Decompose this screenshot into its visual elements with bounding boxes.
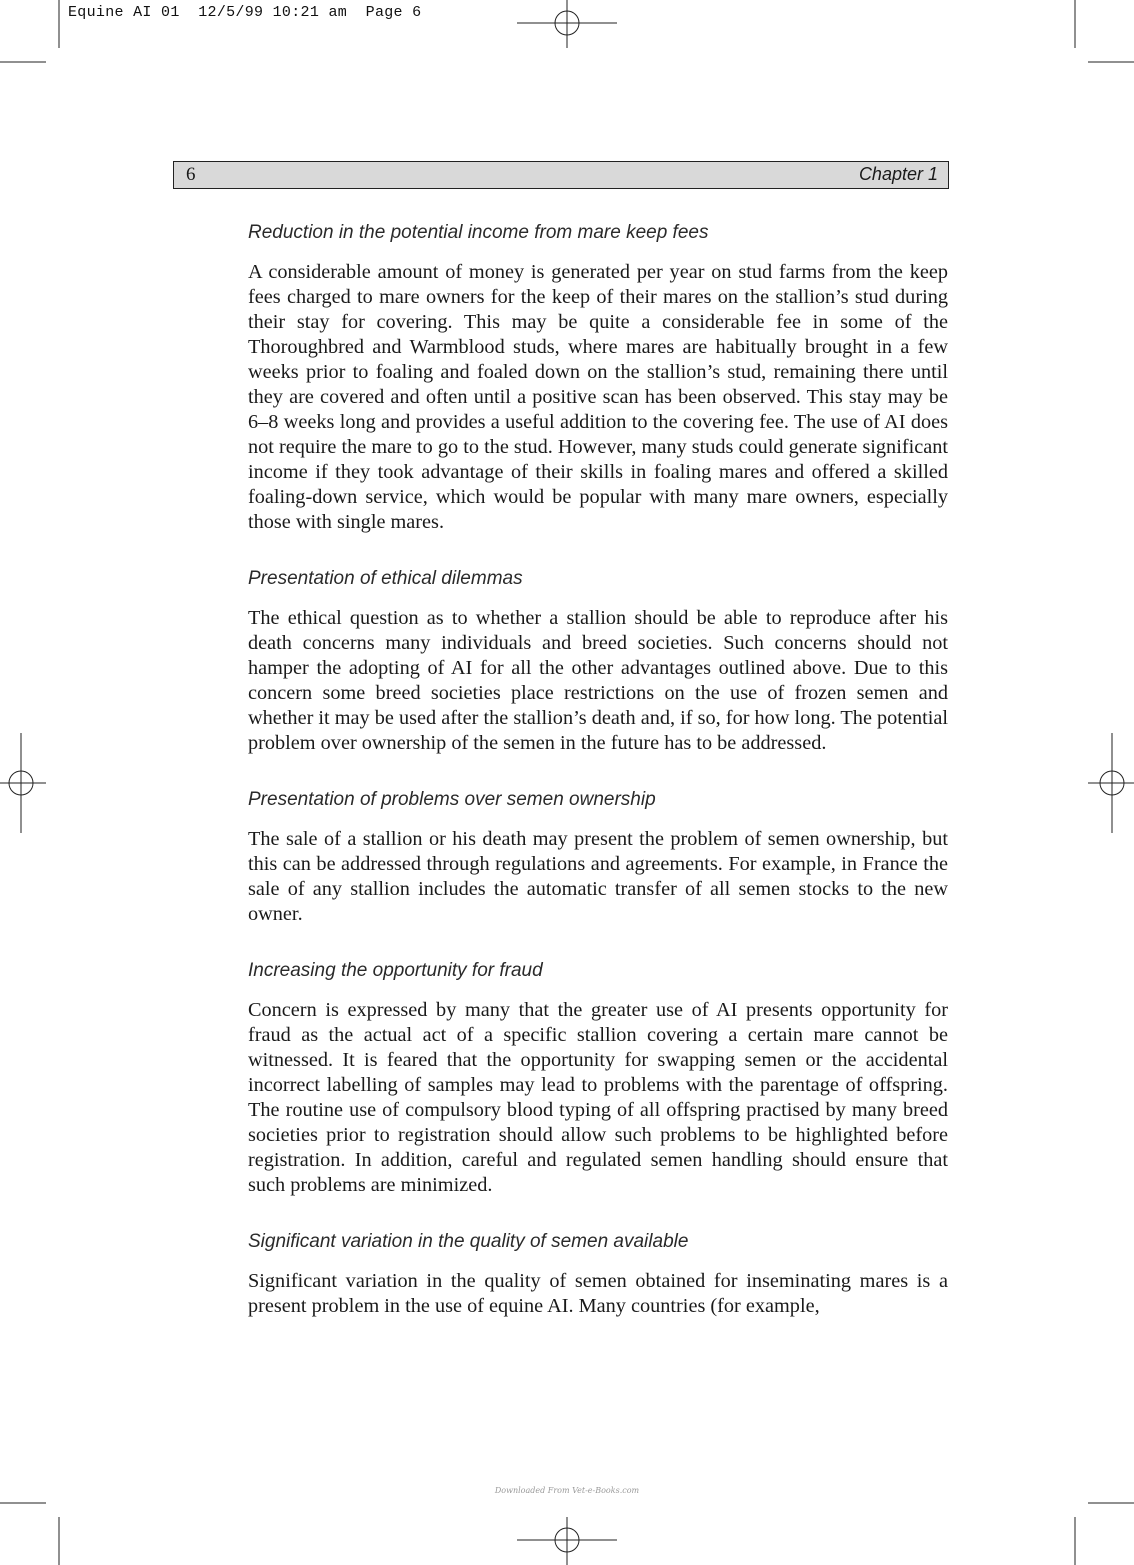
section-paragraph: Significant variation in the quality of semen obtained for inseminating mares is a present problem in the use of equine AI. Many countries (for example,: [248, 1270, 948, 1317]
section-heading: Reduction in the potential income from mare keep fees: [248, 222, 709, 243]
section-mare-keep-fees: [248, 218, 948, 535]
section-paragraph: The ethical question as to whether a stallion should be able to reproduce after his death concerns many individuals and breed societies. Such concerns should not hamper the adopting of AI for all the other advantages outlined above. Due to this concern some breed societies place restrictions on the use of frozen semen and whether it may be used after the stallion’s death and, if so, for how long. The potential problem over ownership of the semen in the future has to be addressed.: [248, 607, 948, 754]
section-heading: Significant variation in the quality of semen available: [248, 1231, 689, 1252]
section-heading: Presentation of ethical dilemmas: [248, 568, 523, 589]
page-body: [248, 218, 948, 1348]
section-fraud: [248, 956, 948, 1198]
print-slug-line: Equine AI 01 12/5/99 10:21 am Page 6: [68, 4, 422, 21]
registration-target-right: [1088, 733, 1134, 833]
section-paragraph: Concern is expressed by many that the greater use of AI presents opportunity for fraud as the actual act of a specific stallion covering a certain mare cannot be witnessed. It is feared that the opportunity for swapping semen or the accidental incorrect labelling of samples may lead to problems with the parentage of offspring. The routine use of compulsory blood typing of all offspring practised by many breed societies prior to registration should allow such problems to be highlighted before registration. In addition, careful and regulated semen handling should ensure that such problems are minimized.: [248, 999, 948, 1196]
section-ethical-dilemmas: [248, 564, 948, 756]
page-number: 6: [186, 164, 196, 185]
section-semen-ownership: [248, 785, 948, 927]
section-paragraph: A considerable amount of money is generated per year on stud farms from the keep fees charged to mare owners for the keep of their mares on the stallion’s stud during their stay for covering. This may be quite a considerable fee in some of the Thoroughbred and Warmblood studs, where mares are habitually brought in a few weeks prior to foaling and foaled down on the stallion’s stud, remaining there until they are covered and often until a positive scan has been observed. This stay may be 6–8 weeks long and provides a useful addition to the covering fee. The use of AI does not require the mare to go to the stud. However, many studs could generate significant income if they took advantage of their skills in foaling mares and offered a skilled foaling-down service, which would be popular with many mare owners, especially those with single mares.: [248, 261, 948, 533]
section-paragraph: The sale of a stallion or his death may present the problem of semen ownership, but this can be addressed through regulations and agreements. For example, in France the sale of any stallion includes the automatic transfer of all semen stocks to the new owner.: [248, 828, 948, 925]
section-semen-quality: [248, 1227, 948, 1319]
footer-watermark: Downloaded From Vet-e-Books.com: [494, 1486, 640, 1495]
section-heading: Presentation of problems over semen ownership: [248, 789, 656, 810]
registration-target-top: [517, 0, 617, 48]
chapter-label: Chapter 1: [858, 164, 938, 184]
registration-target-left: [0, 733, 46, 833]
section-heading: Increasing the opportunity for fraud: [248, 960, 543, 981]
running-header: [173, 161, 949, 189]
registration-target-bottom: [517, 1517, 617, 1565]
